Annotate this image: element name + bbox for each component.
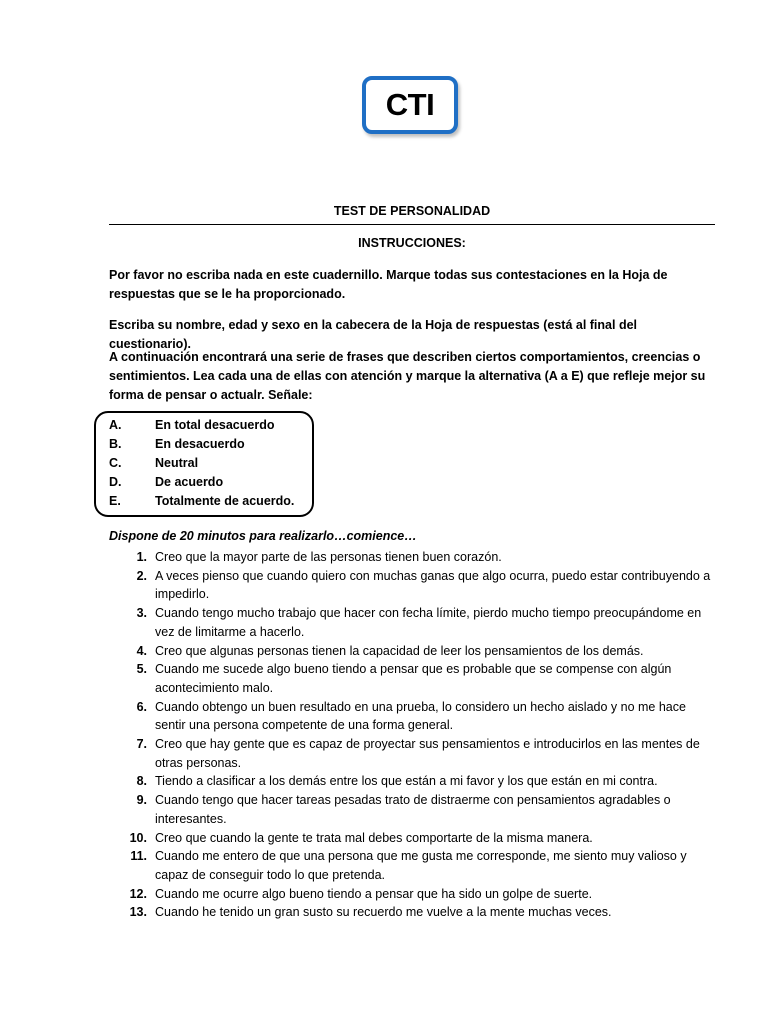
paragraph-no-write: Por favor no escriba nada en este cuadernillo. Marque todas sus contestaciones en la Hoja de respuestas que se le ha proporcionado. [109, 268, 668, 301]
question-text: Creo que algunas personas tienen la capacidad de leer los pensamientos de los demás. [155, 643, 644, 658]
question-number: 12. [129, 886, 147, 901]
question-item [109, 567, 719, 604]
question-item [109, 791, 719, 828]
paragraph-instructions: A continuación encontrará una serie de frases que describen ciertos comportamientos, creencias o sentimientos. Lea cada una de ellas con atención y marque la alternativa (A a E) que refleje mejor su forma de pensar o actualr. Señale: [109, 350, 706, 402]
question-item [109, 772, 719, 791]
option-label: En total desacuerdo [155, 418, 275, 432]
question-number: 5. [136, 662, 147, 677]
option-letter: C. [109, 456, 122, 470]
question-number: 6. [136, 699, 147, 714]
option-letter: D. [109, 475, 122, 489]
option-label: Neutral [155, 456, 199, 470]
question-text: Cuando me sucede algo bueno tiendo a pensar que es probable que se compense con algún acontecimiento malo. [155, 662, 672, 695]
question-item [109, 847, 719, 884]
cti-logo [362, 76, 458, 134]
question-text: Cuando he tenido un gran susto su recuerdo me vuelve a la mente muchas veces. [155, 905, 612, 920]
question-text: Creo que cuando la gente te trata mal debes comportarte de la misma manera. [155, 830, 593, 845]
question-item [109, 735, 719, 772]
question-item [109, 642, 719, 661]
question-number: 1. [136, 550, 147, 564]
option-letter: B. [109, 437, 122, 451]
question-number: 2. [136, 568, 147, 583]
question-item [109, 548, 719, 567]
question-item [109, 885, 719, 904]
option-d [109, 473, 223, 492]
question-text: Cuando me entero de que una persona que me gusta me corresponde, me siento muy valioso y capaz de conseguir todo lo que pretenda. [155, 849, 687, 882]
question-text: Cuando tengo mucho trabajo que hacer con fecha límite, pierdo mucho tiempo preocupándome en vez de limitarme a hacerlo. [155, 606, 702, 639]
option-letter: E. [109, 494, 121, 508]
question-item [109, 829, 719, 848]
question-text: Cuando me ocurre algo bueno tiendo a pensar que ha sido un golpe de suerte. [155, 886, 593, 901]
question-number: 8. [136, 774, 147, 789]
question-number: 4. [136, 643, 147, 658]
logo-text: CTI [385, 87, 435, 122]
time-note: Dispone de 20 minutos para realizarlo…comience… [109, 529, 417, 543]
question-text: Creo que la mayor parte de las personas tienen buen corazón. [155, 550, 502, 564]
page-title: TEST DE PERSONALIDAD [333, 204, 491, 218]
question-text: Creo que hay gente que es capaz de proyectar sus pensamientos e introducirlos en las mentes de otras personas. [155, 737, 700, 770]
question-list [109, 548, 719, 922]
title-divider [109, 224, 715, 225]
question-text: Tiendo a clasificar a los demás entre los que están a mi favor y los que están en mi contra. [155, 774, 658, 789]
question-number: 3. [136, 606, 147, 621]
question-text: Cuando tengo que hacer tareas pesadas trato de distraerme con pensamientos agradables o interesantes. [155, 793, 671, 826]
question-item [109, 660, 719, 697]
option-b [109, 435, 245, 454]
option-a [109, 416, 274, 435]
question-item [109, 903, 719, 922]
option-label: En desacuerdo [155, 437, 245, 451]
question-number: 9. [136, 793, 147, 808]
question-text: Cuando obtengo un buen resultado en una prueba, lo considero un hecho aislado y no me hace sentir una persona competente de una forma general. [155, 699, 686, 733]
question-number: 7. [136, 737, 147, 752]
question-text: A veces pienso que cuando quiero con muchas ganas que algo ocurra, puedo estar contribuyendo a impedirlo. [155, 568, 711, 602]
option-label: Totalmente de acuerdo. [155, 494, 295, 508]
question-number: 11. [130, 849, 147, 864]
option-c [109, 454, 198, 473]
paragraph-name-age: Escriba su nombre, edad y sexo en la cabecera de la Hoja de respuestas (está al final del cuestionario). [109, 318, 638, 351]
question-item [109, 604, 719, 641]
question-item [109, 698, 719, 735]
option-e [109, 492, 294, 511]
instructions-heading: INSTRUCCIONES: [358, 236, 466, 250]
question-number: 13. [129, 905, 147, 920]
option-label: De acuerdo [155, 475, 224, 489]
question-number: 10. [129, 830, 147, 845]
option-letter: A. [109, 418, 122, 432]
